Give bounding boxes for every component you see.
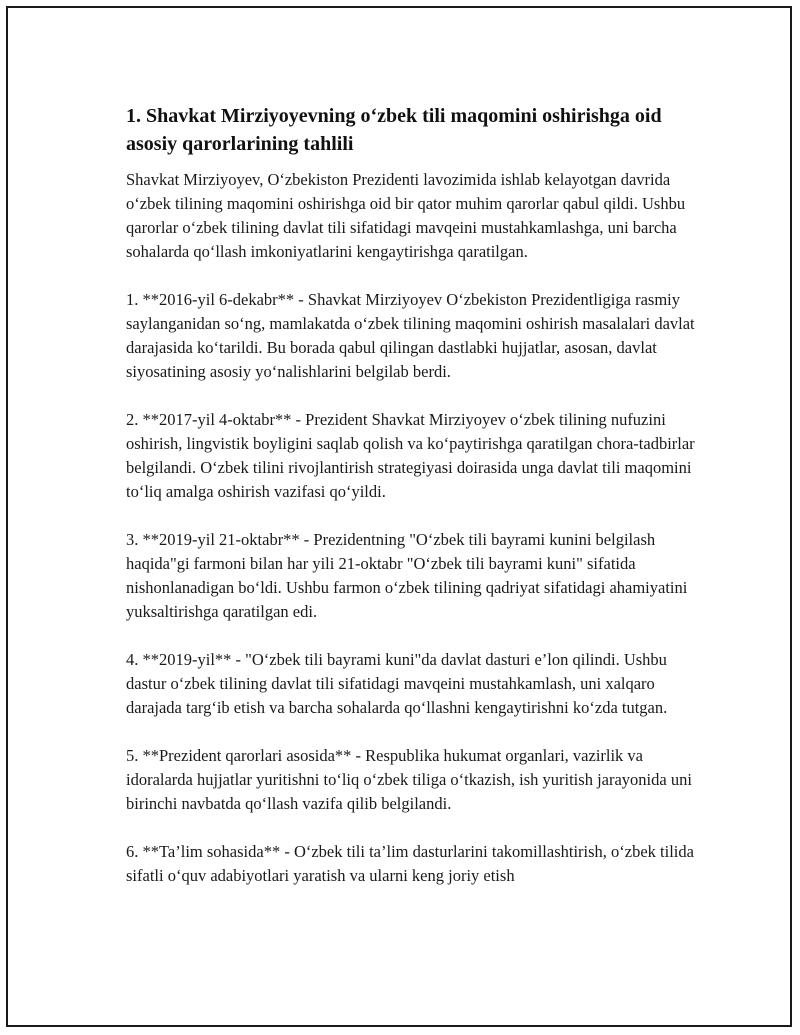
list-item-1: 1. **2016-yil 6-dekabr** - Shavkat Mirziyoyev Oʻzbekiston Prezidentligiga rasmiy saylanganidan soʻng, mamlakatda oʻzbek tilining maqomini oshirish masalalari davlat darajasida koʻtarildi. Bu borada qabul qilingan dastlabki hujjatlar, asosan, davlat siyosatining asosiy yoʻnalishlarini belgilab berdi. [126,290,695,381]
document-title: 1. Shavkat Mirziyoyevning oʻzbek tili maqomini oshirishga oid asosiy qarorlarining tahlili [126,105,662,155]
list-item-5: 5. **Prezident qarorlari asosida** - Respublika hukumat organlari, vazirlik va idoralarda hujjatlar yuritishni toʻliq oʻzbek tiliga oʻtkazish, ish yuritish jarayonida uni birinchi navbatda qoʻllash vazifa qilib belgilandi. [126,746,692,813]
document-body [126,102,706,912]
page-frame [6,6,792,1027]
list-item-3: 3. **2019-yil 21-oktabr** - Prezidentning "Oʻzbek tili bayrami kunini belgilash haqida"gi farmoni bilan har yili 21-oktabr "Oʻzbek tili bayrami kuni" sifatida nishonlanadigan boʻldi. Ushbu farmon oʻzbek tilining qadriyat sifatidagi ahamiyatini yuksaltirishga qaratilgan edi. [126,530,688,621]
list-item-2: 2. **2017-yil 4-oktabr** - Prezident Shavkat Mirziyoyev oʻzbek tilining nufuzini oshirish, lingvistik boyligini saqlab qolish va koʻpaytirishga qaratilgan chora-tadbirlar belgilandi. Oʻzbek tilini rivojlantirish strategiyasi doirasida unga davlat tili maqomini toʻliq amalga oshirish vazifasi qoʻyildi. [126,410,695,501]
list-item-4: 4. **2019-yil** - "Oʻzbek tili bayrami kuni"da davlat dasturi e’lon qilindi. Ushbu dastur oʻzbek tilining davlat tili sifatidagi mavqeini mustahkamlash, uni xalqaro darajada targʻib etish va barcha sohalarda qoʻllashni kengaytirishni koʻzda tutgan. [126,650,668,717]
list-item-6: 6. **Ta’lim sohasida** - Oʻzbek tili ta’lim dasturlarini takomillashtirish, oʻzbek tilida sifatli oʻquv adabiyotlari yaratish va ularni keng joriy etish [126,842,694,885]
intro-paragraph: Shavkat Mirziyoyev, Oʻzbekiston Prezidenti lavozimida ishlab kelayotgan davrida oʻzbek tilining maqomini oshirishga oid bir qator muhim qarorlar qabul qildi. Ushbu qarorlar oʻzbek tilining davlat tili sifatidagi mavqeini mustahkamlashga, uni barcha sohalarda qoʻllash imkoniyatlarini kengaytirishga qaratilgan. [126,170,686,261]
